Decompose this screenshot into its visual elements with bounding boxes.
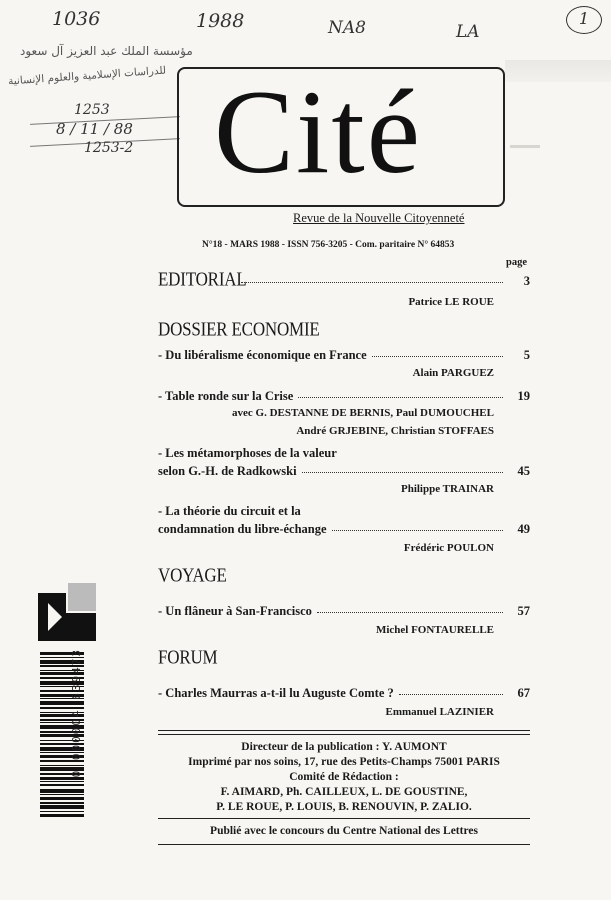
toc-row-editorial (158, 274, 530, 289)
dot-leader (399, 694, 503, 695)
dot-leader (317, 612, 503, 613)
authors-table-ronde-1: avec G. DESTANNE DE BERNIS, Paul DUMOUCHEL (232, 407, 494, 419)
credits-block (158, 740, 530, 815)
toc-row-table-ronde (158, 389, 530, 404)
page-number: 57 (517, 604, 530, 618)
handwritten-circled-number: 1 (566, 6, 602, 34)
section-heading-voyage: VOYAGE (158, 564, 227, 586)
issue-line: N°18 - MARS 1988 - ISSN 756-3205 - Com. paritaire N° 64853 (202, 240, 455, 250)
author-lazinier: Emmanuel LAZINIER (385, 706, 494, 718)
page-column-label: page (506, 257, 527, 268)
toc-row-maurras (158, 686, 530, 701)
scan-artifact-band (505, 60, 611, 82)
credits-printer: Imprimé par nos soins, 17, rue des Petits-Champs 75001 PARIS (188, 756, 500, 768)
article-title: - Charles Maurras a-t-il lu Auguste Comte ? (158, 686, 394, 700)
page-number: 5 (523, 348, 530, 362)
support-notice: Publié avec le concours du Centre National des Lettres (210, 825, 478, 837)
toc-row-liberalisme (158, 348, 530, 363)
author-trainar: Philippe TRAINAR (400, 483, 494, 495)
page-number: 67 (517, 686, 530, 700)
author-fontaurelle: Michel FONTAURELLE (375, 624, 494, 636)
stamp-date: 8 / 11 / 88 (56, 120, 133, 138)
dot-leader (298, 397, 503, 398)
credits-committee-1: F. AIMARD, Ph. CAILLEUX, L. DE GOUSTINE, (220, 786, 468, 798)
toc-row-metamorphoses (158, 464, 530, 479)
credits-committee-2: P. LE ROUE, P. LOUIS, B. RENOUVIN, P. ZALIO. (216, 801, 472, 813)
show-through-text: ▬▬▬ (510, 140, 540, 151)
barcode-digits: 0 000004 639473 (70, 648, 83, 778)
author-parguez: Alain PARGUEZ (412, 367, 494, 379)
article-title-metamorphoses-1: - Les métamorphoses de la valeur (158, 446, 337, 460)
article-title-circuit-1: - La théorie du circuit et la (158, 504, 301, 518)
credits-committee-label: Comité de Rédaction : (289, 771, 399, 783)
handwritten-code: NA8 (328, 18, 366, 38)
divider-middle (158, 818, 530, 819)
library-stamp-line1: مؤسسة الملك عبد العزيز آل سعود (20, 44, 193, 58)
page-number: 19 (517, 389, 530, 403)
author-editorial: Patrice LE ROUE (408, 296, 494, 308)
article-title: selon G.-H. de Radkowski (158, 464, 297, 478)
publisher-logo-mark (38, 583, 96, 641)
dot-leader (372, 356, 503, 357)
article-title: condamnation du libre-échange (158, 522, 327, 536)
credits-director: Directeur de la publication : Y. AUMONT (241, 741, 447, 753)
authors-table-ronde-2: André GRJEBINE, Christian STOFFAES (296, 425, 494, 437)
section-heading-forum: FORUM (158, 646, 218, 668)
handwritten-year: 1988 (196, 10, 245, 32)
article-title: - Table ronde sur la Crise (158, 389, 294, 403)
toc-row-flaneur (158, 604, 530, 619)
divider-bottom (158, 844, 530, 845)
author-poulon: Frédéric POULON (403, 542, 494, 554)
divider-top (158, 730, 530, 731)
page-number: 49 (517, 522, 530, 536)
section-heading-editorial: EDITORIAL (158, 268, 247, 290)
stamp-registration-number: 1253 (74, 102, 110, 118)
journal-logo: Cité (214, 65, 422, 198)
section-heading-dossier-economie: DOSSIER ECONOMIE (158, 318, 320, 340)
divider-top-2 (158, 734, 530, 735)
article-title: - Un flâneur à San-Francisco (158, 604, 312, 618)
handwritten-number-1036: 1036 (52, 8, 101, 30)
library-stamp-line2: للدراسات الإسلامية والعلوم الإنسانية (7, 64, 167, 88)
dot-leader (241, 282, 503, 283)
page-number: 45 (517, 464, 530, 478)
article-title: - Du libéralisme économique en France (158, 348, 367, 362)
dot-leader (332, 530, 503, 531)
toc-row-circuit (158, 522, 530, 537)
page-number: 3 (523, 274, 530, 288)
stamp-registration-number-2: 1253-2 (84, 140, 134, 156)
handwritten-mark: LA (456, 22, 480, 42)
dot-leader (302, 472, 503, 473)
journal-subtitle: Revue de la Nouvelle Citoyenneté (293, 211, 465, 225)
